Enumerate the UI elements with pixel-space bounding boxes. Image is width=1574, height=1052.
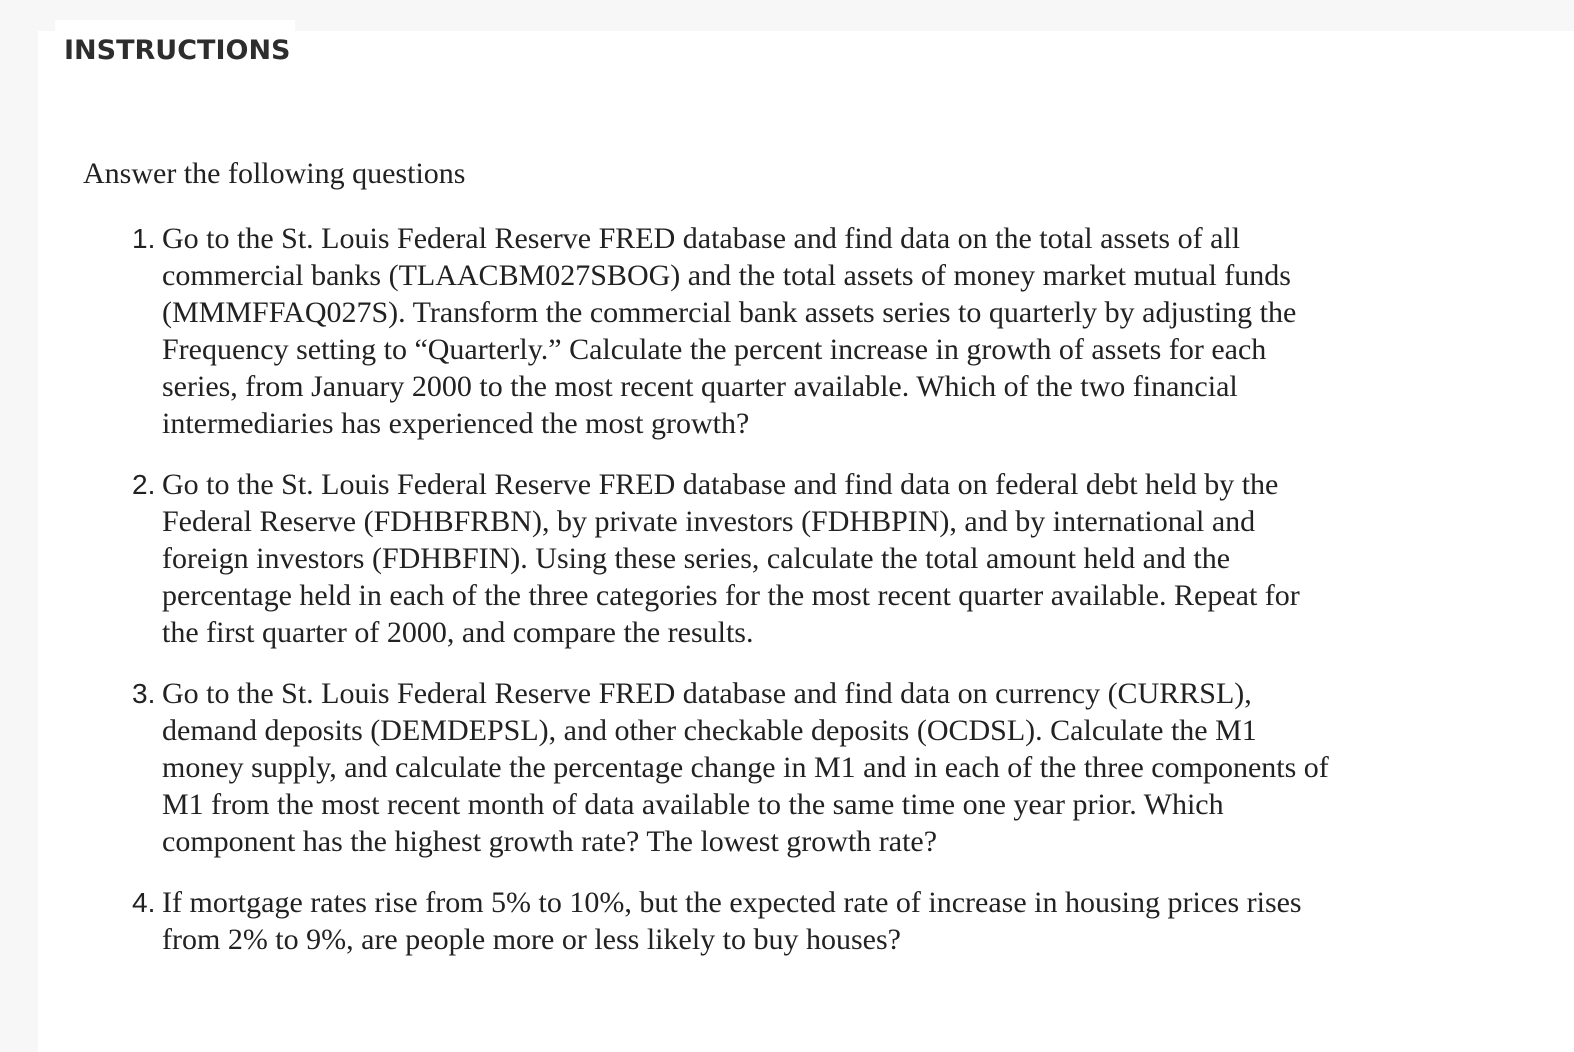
question-item-1 — [83, 220, 1343, 442]
question-number: 3. — [132, 678, 156, 709]
question-number: 1. — [132, 223, 156, 254]
question-text: If mortgage rates rise from 5% to 10%, but the expected rate of increase in housing prices rises from 2% to 9%, are people more or less likely to buy houses? — [162, 886, 1302, 956]
instructions-heading: INSTRUCTIONS — [64, 35, 291, 66]
instructions-panel — [38, 31, 1574, 1052]
question-item-2 — [83, 466, 1343, 651]
question-number: 4. — [132, 887, 156, 918]
question-item-3 — [83, 675, 1343, 860]
intro-text: Answer the following questions — [83, 157, 466, 190]
question-list — [83, 220, 1343, 958]
question-text: Go to the St. Louis Federal Reserve FRED database and find data on the total assets of all commercial banks (TLAACBM027SBOG) and the total assets of money market mutual funds (MMMFFAQ027S). Transform the commercial bank assets series to quarterly by adjusting the Frequency setting to “Quarterly.” Calculate the percent increase in growth of assets for each series, from January 2000 to the most recent quarter available. Which of the two financial intermediaries has experienced the most growth? — [162, 222, 1297, 440]
instructions-content — [83, 155, 1343, 958]
question-item-4 — [83, 884, 1343, 958]
question-text: Go to the St. Louis Federal Reserve FRED database and find data on currency (CURRSL), demand deposits (DEMDEPSL), and other checkable deposits (OCDSL). Calculate the M1 money supply, and calculate the percentage change in M1 and in each of the three components of M1 from the most recent month of data available to the same time one year prior. Which component has the highest growth rate? The lowest growth rate? — [162, 677, 1329, 858]
question-number: 2. — [132, 469, 156, 500]
question-text: Go to the St. Louis Federal Reserve FRED database and find data on federal debt held by the Federal Reserve (FDHBFRBN), by private investors (FDHBPIN), and by international and foreign investors (FDHBFIN). Using these series, calculate the total amount held and the percentage held in each of the three categories for the most recent quarter available. Repeat for the first quarter of 2000, and compare the results. — [162, 468, 1300, 649]
